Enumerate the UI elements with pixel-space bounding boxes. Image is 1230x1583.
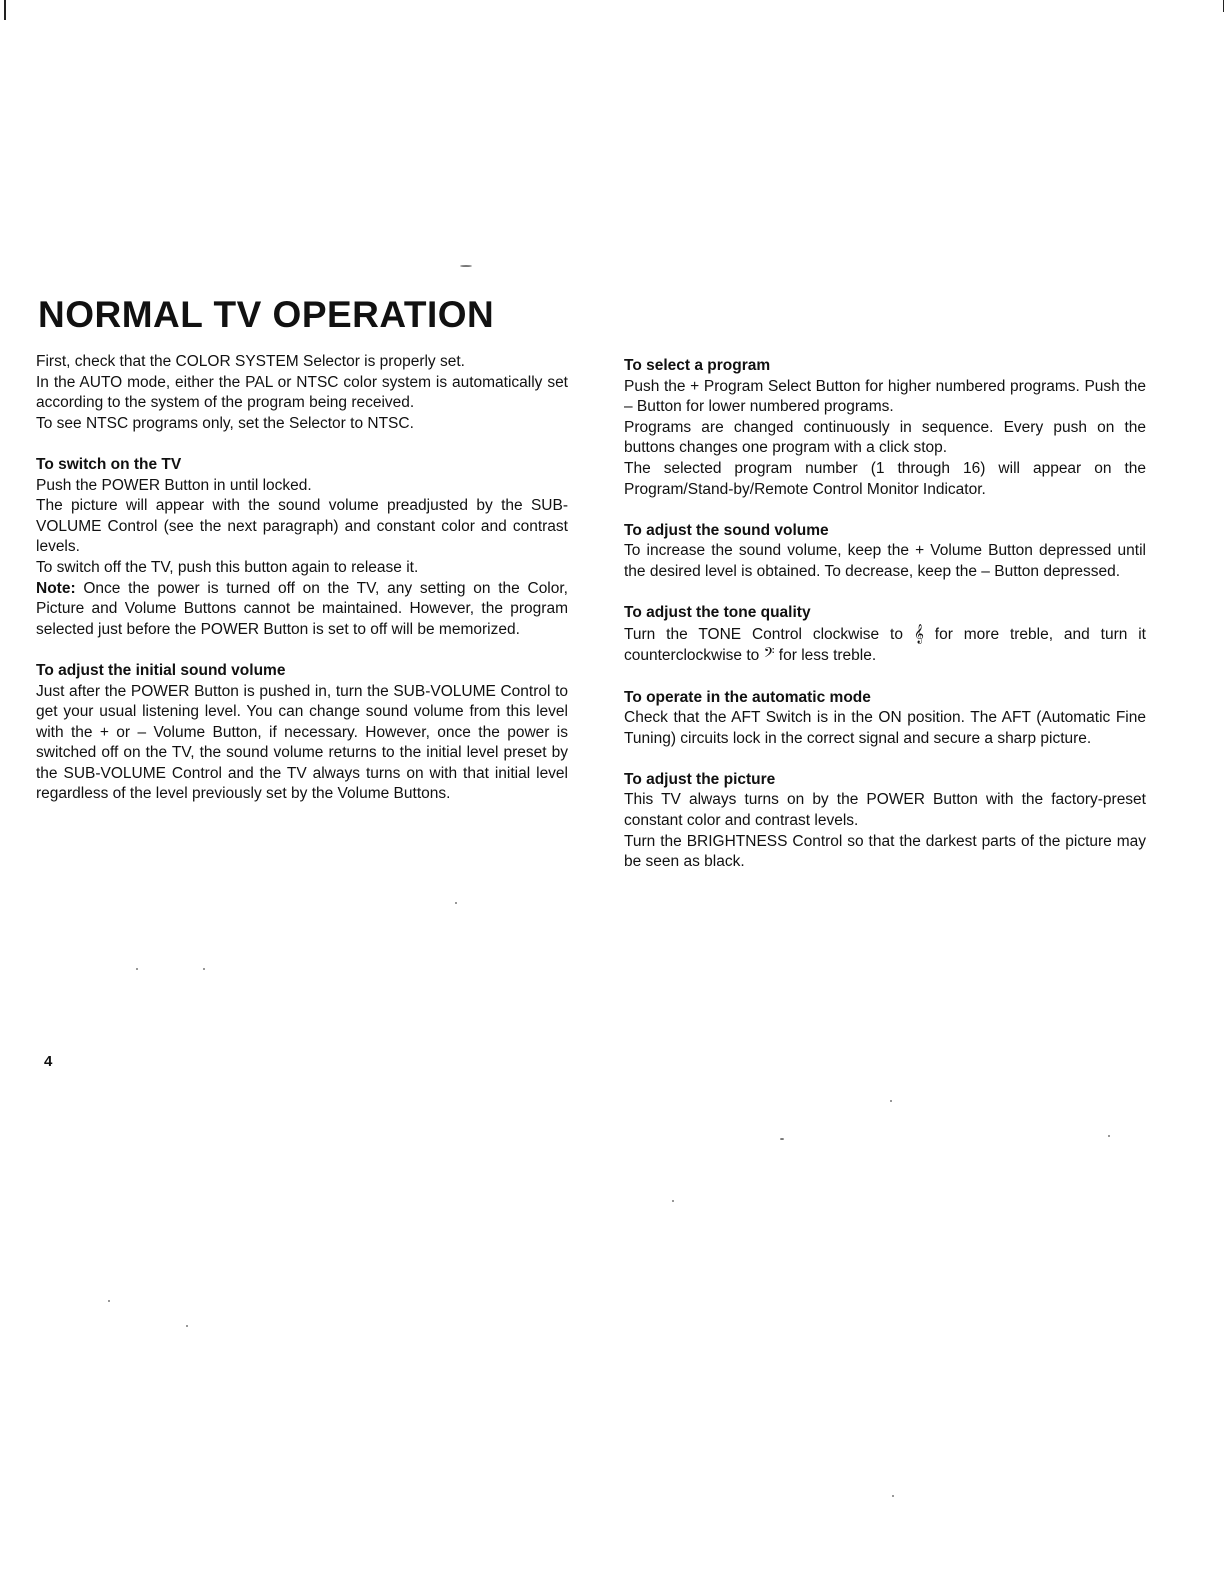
body-paragraph: This TV always turns on by the POWER Button with the factory-preset constant color and contrast levels.	[624, 791, 1146, 830]
scan-speck	[892, 1495, 894, 1497]
body-paragraph: To increase the sound volume, keep the + Volume Button depressed until the desired level is obtained. To decrease, keep the – Button depressed.	[624, 542, 1146, 580]
sound-volume-section	[624, 521, 1146, 583]
body-paragraph: Turn the BRIGHTNESS Control so that the darkest parts of the picture may be seen as black.	[624, 832, 1146, 871]
tone-text: for less treble.	[774, 647, 877, 665]
picture-section	[624, 770, 1146, 873]
left-column	[36, 352, 568, 826]
scan-speck	[203, 968, 205, 970]
section-heading: To switch on the TV	[36, 455, 182, 473]
intro-paragraph: First, check that the COLOR SYSTEM Selector is properly set.	[36, 353, 465, 370]
bass-clef-icon: 𝄢	[763, 645, 775, 666]
tone-quality-section	[624, 603, 1146, 667]
tone-text: Turn the TONE Control clockwise to	[624, 625, 914, 643]
body-paragraph	[624, 624, 1146, 667]
scan-speck	[186, 1325, 188, 1327]
section-heading: To adjust the picture	[624, 770, 776, 788]
page-number: 4	[44, 1053, 53, 1070]
right-column	[624, 356, 1146, 893]
section-heading: To select a program	[624, 357, 771, 374]
scan-speck	[672, 1200, 674, 1202]
scan-edge-mark	[1223, 0, 1224, 12]
body-paragraph: Programs are changed continuously in sequence. Every push on the buttons changes one program with a click stop.	[624, 418, 1146, 457]
section-heading: To operate in the automatic mode	[624, 688, 871, 706]
scan-speck	[460, 265, 472, 267]
select-program-section	[624, 356, 1146, 500]
scan-speck	[780, 1138, 784, 1140]
section-heading: To adjust the initial sound volume	[36, 661, 286, 679]
section-heading: To adjust the sound volume	[624, 521, 829, 539]
scan-speck	[108, 1300, 110, 1302]
body-paragraph: Just after the POWER Button is pushed in, turn the SUB-VOLUME Control to get your usual listening level. You can change sound volume from this level with the + or – Volume Button, if necessary. However, once the power is switched off on the TV, the sound volume returns to the initial level preset by the SUB-VOLUME Control and the TV always turns on with that initial level regardless of the level previously set by the Volume Buttons.	[36, 682, 568, 803]
page-title: NORMAL TV OPERATION	[38, 294, 495, 335]
scan-speck	[1108, 1135, 1110, 1137]
note-label: Note:	[36, 579, 76, 597]
scan-speck	[890, 1100, 892, 1102]
section-heading: To adjust the tone quality	[624, 604, 811, 622]
scan-edge-mark	[4, 0, 6, 20]
body-paragraph: Push the + Program Select Button for higher numbered programs. Push the – Button for lower numbered programs.	[624, 377, 1146, 416]
switch-on-section	[36, 455, 568, 640]
note-paragraph	[36, 579, 568, 641]
initial-volume-section	[36, 661, 568, 805]
note-text: Once the power is turned off on the TV, any setting on the Color, Picture and Volume Buttons cannot be maintained. However, the program selected just before the POWER Button is set to off will be memorized.	[36, 579, 568, 638]
body-paragraph: The selected program number (1 through 16) will appear on the Program/Stand-by/Remote Control Monitor Indicator.	[624, 459, 1146, 498]
intro-section	[36, 352, 568, 434]
body-paragraph: The picture will appear with the sound volume preadjusted by the SUB-VOLUME Control (see the next paragraph) and constant color and contrast levels.	[36, 497, 568, 556]
body-paragraph: Check that the AFT Switch is in the ON position. The AFT (Automatic Fine Tuning) circuits lock in the correct signal and secure a sharp picture.	[624, 709, 1146, 747]
tone-text: for more treble, and turn it counterclockwise to	[624, 625, 1146, 665]
body-paragraph: Push the POWER Button in until locked.	[36, 476, 312, 494]
body-paragraph: To switch off the TV, push this button again to release it.	[36, 558, 419, 576]
automatic-mode-section	[624, 688, 1146, 750]
scan-speck	[136, 968, 138, 970]
intro-paragraph: To see NTSC programs only, set the Selector to NTSC.	[36, 414, 414, 432]
treble-clef-icon: 𝄞	[913, 623, 924, 644]
intro-paragraph: In the AUTO mode, either the PAL or NTSC color system is automatically set according to the system of the program being received.	[36, 373, 568, 412]
scan-speck	[455, 902, 457, 904]
